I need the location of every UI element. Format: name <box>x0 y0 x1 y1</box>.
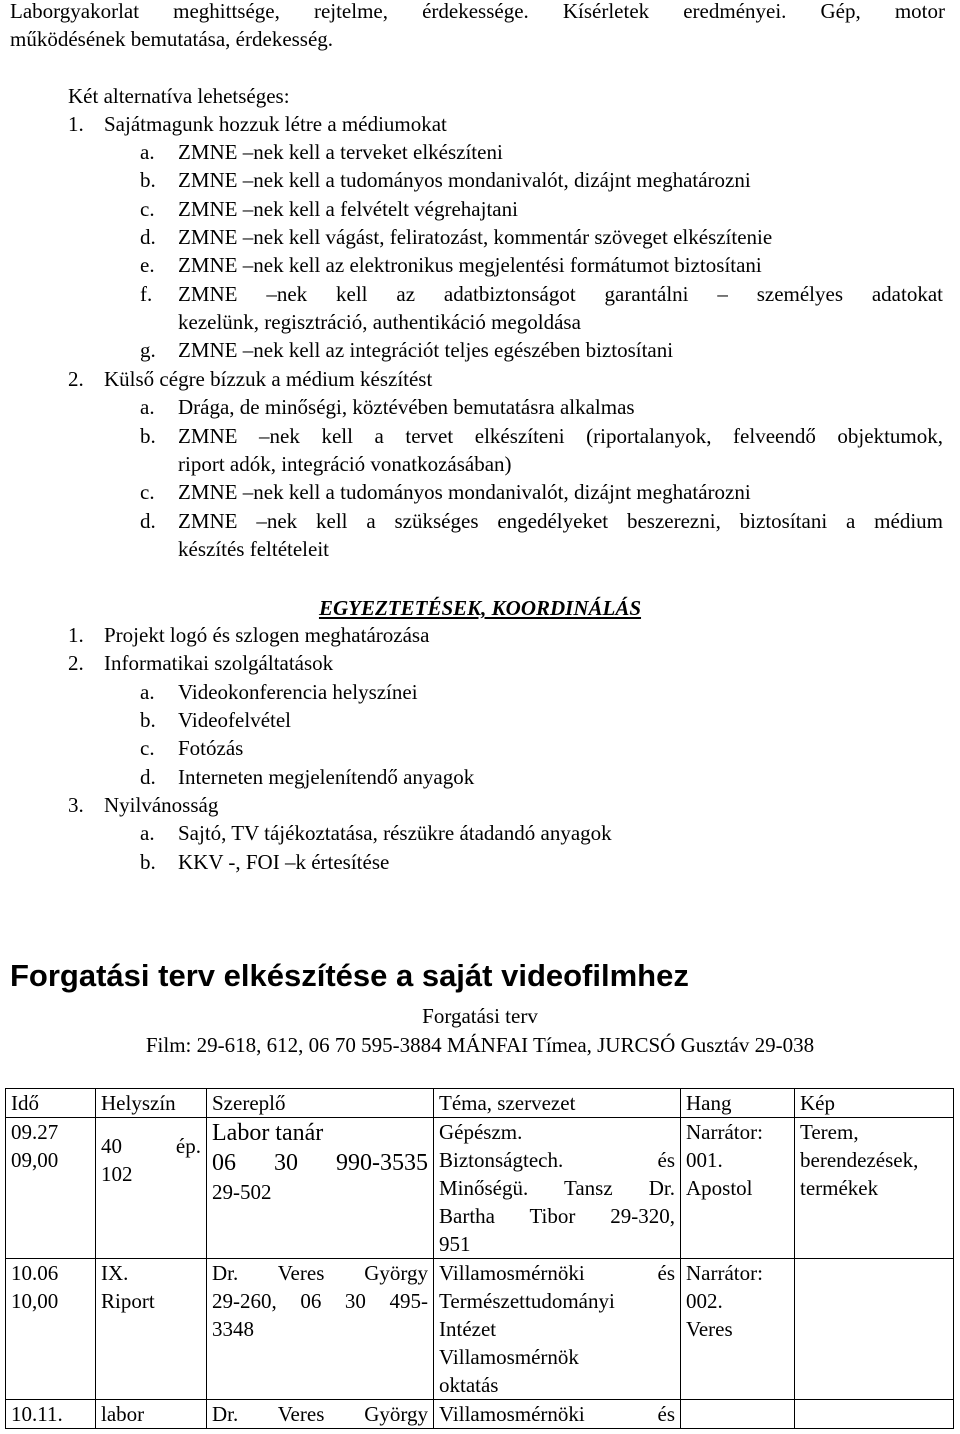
list-letter: a. <box>140 395 155 419</box>
list-item: ZMNE –nek kell a felvételt végrehajtani <box>178 197 518 221</box>
list-item: ZMNE –nek kell az integrációt teljes egészében biztosítani <box>178 338 674 362</box>
film-info: Film: 29-618, 612, 06 70 595-3884 MÁNFAI Tímea, JURCSÓ Gusztáv 29-038 <box>145 1033 815 1057</box>
column-header-helyszin: Helyszín <box>96 1089 207 1118</box>
cell-ido <box>6 1400 96 1429</box>
list-item: Videokonferencia helyszínei <box>178 680 418 704</box>
list-number: 2. <box>68 367 84 391</box>
list-item: Projekt logó és szlogen meghatározása <box>104 623 430 647</box>
list-item: Videofelvétel <box>178 708 292 732</box>
list-letter: c. <box>140 197 155 221</box>
cell-line: Terem, <box>800 1120 859 1144</box>
cell-szereplo <box>207 1118 434 1259</box>
list-letter: d. <box>140 225 156 249</box>
cell-line: 3348 <box>212 1317 254 1341</box>
column-header-hang: Hang <box>681 1089 795 1118</box>
list-item: Fotózás <box>178 736 244 760</box>
alternatives-heading: Két alternatíva lehetséges: <box>68 84 290 108</box>
column-header-szereplo: Szereplő <box>207 1089 434 1118</box>
list-letter: b. <box>140 424 156 448</box>
list-item: Interneten megjelenítendő anyagok <box>178 765 475 789</box>
table-header-row <box>6 1089 954 1118</box>
list-letter: e. <box>140 253 155 277</box>
list-number: 3. <box>68 793 84 817</box>
list-letter: a. <box>140 140 155 164</box>
cell-line: termékek <box>800 1176 879 1200</box>
cell-line: Villamosmérnöki és <box>439 1261 675 1285</box>
cell-szereplo <box>207 1400 434 1429</box>
list-item: Informatikai szolgáltatások <box>104 651 334 675</box>
cell-line: labor <box>101 1402 145 1426</box>
cell-line: 10.11. <box>11 1402 63 1426</box>
cell-line: Veres <box>686 1317 733 1341</box>
cell-line: 10.06 <box>11 1261 59 1285</box>
list-item: Sajátmagunk hozzuk létre a médiumokat <box>104 112 447 136</box>
list-letter: d. <box>140 509 156 533</box>
cell-line: 09.27 <box>11 1120 59 1144</box>
cell-line: Narrátor: <box>686 1261 763 1285</box>
cell-tema <box>434 1118 681 1259</box>
cell-line: Gépészm. <box>439 1120 523 1144</box>
column-header-kep: Kép <box>795 1089 954 1118</box>
plan-subtitle: Forgatási terv <box>422 1004 538 1028</box>
list-number: 2. <box>68 651 84 675</box>
list-item-continuation: riport adók, integráció vonatkozásában) <box>178 452 512 476</box>
cell-helyszin <box>96 1118 207 1259</box>
cell-line: Természettudományi <box>439 1289 615 1313</box>
list-letter: d. <box>140 765 156 789</box>
cell-szereplo <box>207 1259 434 1400</box>
list-item: ZMNE –nek kell a tudományos mondanivalót, dizájnt meghatározni <box>178 480 751 504</box>
cell-line: 10,00 <box>11 1289 59 1313</box>
list-item: ZMNE –nek kell az elektronikus megjelentési formátumot biztosítani <box>178 253 762 277</box>
list-item: ZMNE –nek kell vágást, feliratozást, kommentár szöveget elkészítenie <box>178 225 773 249</box>
list-letter: b. <box>140 708 156 732</box>
cell-line: Minőségü. Tansz Dr. <box>439 1176 675 1200</box>
cell-hang <box>681 1118 795 1259</box>
cell-line: Villamosmérnöki és <box>439 1402 675 1426</box>
cell-line: IX. <box>101 1261 129 1285</box>
cell-tema <box>434 1259 681 1400</box>
cell-kep <box>795 1400 954 1429</box>
table-row <box>6 1118 954 1259</box>
list-letter: c. <box>140 736 155 760</box>
cell-ido <box>6 1259 96 1400</box>
cell-kep <box>795 1259 954 1400</box>
list-item-continuation: készítés feltételeit <box>178 537 330 561</box>
cell-line: Biztonságtech. és <box>439 1148 675 1172</box>
list-letter: g. <box>140 338 156 362</box>
list-letter: b. <box>140 168 156 192</box>
cell-line: 09,00 <box>11 1148 59 1172</box>
list-item: Nyilvánosság <box>104 793 219 817</box>
cell-line: Riport <box>101 1289 155 1313</box>
cell-line: 29-260, 06 30 495- <box>212 1289 428 1313</box>
list-item: Sajtó, TV tájékoztatása, részükre átadandó anyagok <box>178 821 612 845</box>
shooting-plan-table <box>5 1088 954 1429</box>
cell-helyszin <box>96 1259 207 1400</box>
list-item: Külső cégre bízzuk a médium készítést <box>104 367 433 391</box>
list-letter: f. <box>140 282 153 306</box>
coordination-heading: EGYEZTETÉSEK, KOORDINÁLÁS <box>318 596 642 620</box>
list-item: ZMNE –nek kell a tervet elkészíteni (riportalanyok, felveendő objektumok, <box>178 424 943 448</box>
list-letter: a. <box>140 821 155 845</box>
cell-hang <box>681 1259 795 1400</box>
column-header-ido: Idő <box>6 1089 96 1118</box>
list-item: KKV -, FOI –k értesítése <box>178 850 390 874</box>
list-item: ZMNE –nek kell a tudományos mondanivalót, dizájnt meghatározni <box>178 168 751 192</box>
list-item: ZMNE –nek kell a terveket elkészíteni <box>178 140 503 164</box>
cell-line: berendezések, <box>800 1148 919 1172</box>
cell-line: oktatás <box>439 1373 499 1397</box>
table-row <box>6 1400 954 1429</box>
cell-line: 102 <box>101 1162 133 1186</box>
list-item: Drága, de minőségi, köztévében bemutatásra alkalmas <box>178 395 635 419</box>
cell-line: Dr. Veres György <box>212 1261 428 1285</box>
cell-tema <box>434 1400 681 1429</box>
cell-line: Bartha Tibor 29-320, <box>439 1204 675 1228</box>
list-number: 1. <box>68 112 84 136</box>
cell-line: Dr. Veres György <box>212 1402 428 1426</box>
cell-line: Villamosmérnök <box>439 1345 579 1369</box>
column-header-tema: Téma, szervezet <box>434 1089 681 1118</box>
cell-helyszin <box>96 1400 207 1429</box>
cell-line: Apostol <box>686 1176 753 1200</box>
list-item: ZMNE –nek kell a szükséges engedélyeket beszerezni, biztosítani a médium <box>178 509 943 533</box>
intro-line: működésének bemutatása, érdekesség. <box>10 27 334 51</box>
list-letter: b. <box>140 850 156 874</box>
list-letter: c. <box>140 480 155 504</box>
list-letter: a. <box>140 680 155 704</box>
cell-line: 001. <box>686 1148 723 1172</box>
cell-kep <box>795 1118 954 1259</box>
cell-line: Intézet <box>439 1317 497 1341</box>
cell-line: Labor tanár <box>212 1120 324 1146</box>
table-row <box>6 1259 954 1400</box>
cell-line: 29-502 <box>212 1180 272 1204</box>
cell-line: 40 ép. <box>101 1134 201 1158</box>
list-number: 1. <box>68 623 84 647</box>
cell-line: 06 30 990-3535 <box>212 1150 428 1176</box>
list-item: ZMNE –nek kell az adatbiztonságot garantálni – személyes adatokat <box>178 282 943 306</box>
cell-line: 002. <box>686 1289 723 1313</box>
plan-title: Forgatási terv elkészítése a saját videofilmhez <box>10 958 689 993</box>
cell-ido <box>6 1118 96 1259</box>
cell-hang <box>681 1400 795 1429</box>
cell-line: Narrátor: <box>686 1120 763 1144</box>
list-item-continuation: kezelünk, regisztráció, authentikáció megoldása <box>178 310 581 334</box>
cell-line: 951 <box>439 1232 471 1256</box>
intro-line: Laborgyakorlat meghittsége, rejtelme, érdekessége. Kísérletek eredményei. Gép, motor <box>10 0 945 23</box>
